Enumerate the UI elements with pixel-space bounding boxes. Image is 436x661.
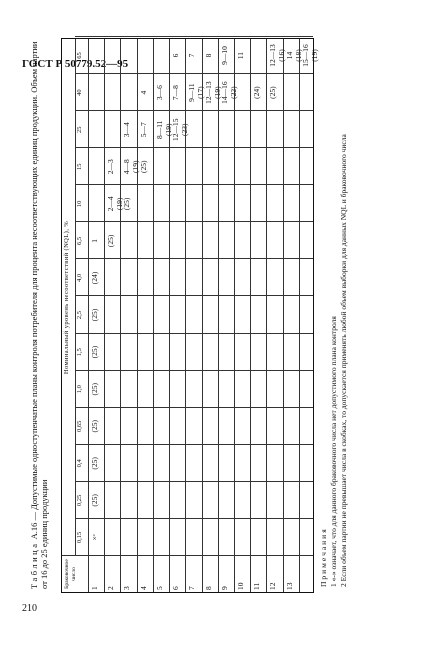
rejection-number-cell: 7 <box>187 586 197 590</box>
row-divider <box>234 39 235 592</box>
plan-value-cell: 3—4 <box>122 122 132 138</box>
nql-column-header: 0,65 <box>76 420 83 432</box>
row-divider <box>283 39 284 592</box>
plan-value-cell: 6 <box>171 53 181 58</box>
table-notes <box>319 42 349 587</box>
nql-column-header: 40 <box>76 89 83 96</box>
plan-value-cell: 3—6 <box>154 85 164 101</box>
plan-value-cell: (25) <box>90 345 99 359</box>
plan-value-cell: (25) <box>90 308 99 322</box>
plan-value-cell: 7 <box>187 53 197 58</box>
table-title <box>29 41 49 589</box>
plan-value-cell: 7—8 <box>171 85 181 101</box>
plan-value-cell: (25) <box>90 494 99 507</box>
plan-value-cell: 4—8 (19) <box>122 159 141 175</box>
row-divider <box>266 39 267 592</box>
rejection-number-cell: 8 <box>203 586 213 590</box>
header-divider <box>88 39 89 592</box>
standard-header: ГОСТ Р 50779.52—95 <box>22 58 129 70</box>
column-divider <box>75 370 313 371</box>
row-divider <box>104 39 105 592</box>
plan-value-cell: 8—11 (19) <box>154 120 173 139</box>
column-divider <box>75 518 313 519</box>
plan-value-cell: 2—3 <box>106 159 116 175</box>
note-1: 1 «-» означает, что для данного браковочного числа нет допустимого плана контроля <box>329 316 338 587</box>
plan-value-cell: 11 <box>235 51 245 60</box>
nql-column-header: 0,4 <box>76 459 83 468</box>
table-title-number: А.16 <box>29 522 39 540</box>
rejection-number-cell: 4 <box>138 586 148 590</box>
nql-column-header: 4,0 <box>76 273 83 283</box>
plan-value-cell: 12—15 (23) <box>171 118 190 141</box>
plan-value-cell: 12—13 (16) <box>268 44 287 67</box>
plan-value-cell: 12—13 (19) <box>203 81 222 104</box>
rejection-number-header: Браковочное число <box>64 559 77 589</box>
plan-value-cell: (25) <box>90 420 99 433</box>
row-divider <box>120 39 121 592</box>
column-divider <box>75 296 313 297</box>
plan-value-cell: 15—16 (19) <box>300 44 319 67</box>
plan-value-cell: 9—11 (17) <box>187 83 206 102</box>
plan-value-cell: (25) <box>106 234 116 248</box>
row-divider <box>185 39 186 592</box>
row-divider <box>218 39 219 592</box>
plan-value-cell: (25) <box>90 457 99 470</box>
rejection-number-cell: 10 <box>235 582 245 590</box>
row-divider <box>250 39 251 592</box>
sampling-plan-table <box>61 38 319 593</box>
plan-value-cell: (25) <box>90 382 99 396</box>
rejection-number-cell: 5 <box>154 586 164 590</box>
plan-value-cell: 2—4 (19) <box>106 196 125 212</box>
nql-column-header: 0,25 <box>76 494 83 507</box>
nql-column-header: 25 <box>76 126 83 133</box>
plan-value-cell: 14 (18) <box>284 49 303 62</box>
column-divider <box>75 407 313 408</box>
plan-value-cell: (25) <box>138 160 148 174</box>
rotated-table-block <box>27 38 382 593</box>
plan-value-cell: (24) <box>90 271 99 285</box>
plan-value-cell: 14—16 (22) <box>219 81 238 104</box>
table-title-text: — Допустимые одноступенчатые планы контроля потребителя для процента несоответствующих единиц продукции. Объем партии от 16 до 25 единиц продукции <box>29 41 49 589</box>
rejection-number-cell: 2 <box>106 586 116 590</box>
rejection-number-cell: 13 <box>284 582 294 590</box>
plan-value-cell: 4 <box>138 90 148 95</box>
table-title-label: Таблица <box>29 541 39 589</box>
rejection-number-cell: 12 <box>268 582 278 590</box>
rejection-number-cell: 6 <box>171 586 181 590</box>
nql-column-header: 2,5 <box>76 310 83 320</box>
nql-column-header: 1,5 <box>76 348 83 357</box>
row-divider <box>202 39 203 592</box>
nql-column-header: 6,5 <box>76 236 83 245</box>
rejection-number-cell: 11 <box>252 582 262 590</box>
plan-value-cell: 9—10 <box>219 46 229 65</box>
column-divider <box>75 333 313 334</box>
column-divider <box>62 555 313 556</box>
page-number: 210 <box>22 603 37 614</box>
nql-header: Номинальный уровень несоответствий (NQL), % <box>63 220 70 375</box>
plan-value-cell: 1 <box>90 239 99 243</box>
nql-column-header: 65 <box>76 52 83 59</box>
plan-value-cell: (25) <box>268 86 278 99</box>
notes-heading: Примечания <box>319 527 328 587</box>
row-divider <box>137 39 138 592</box>
rejection-number-cell: 3 <box>122 586 132 590</box>
nql-column-header: 15 <box>76 163 83 171</box>
rejection-number-cell: 9 <box>219 586 229 590</box>
row-divider <box>299 39 300 592</box>
row-divider <box>169 39 170 592</box>
note-2: 2 Если объем партии не превышает числа в скобках, то допускается применять любой объем выборки для данных NQL и браковочного числа <box>339 134 348 587</box>
plan-value-cell: (24) <box>252 86 262 99</box>
nql-column-header: 0,15 <box>76 531 83 544</box>
column-divider <box>75 444 313 445</box>
nql-column-header: 1,0 <box>76 385 83 394</box>
rejection-number-cell: 1 <box>90 586 99 590</box>
plan-value-cell: 5—7 <box>138 122 148 138</box>
plan-value-cell: ×ᵊ <box>90 534 99 541</box>
row-divider <box>153 39 154 592</box>
plan-value-cell: (25) <box>122 197 132 211</box>
plan-value-cell: 8 <box>203 53 213 58</box>
column-divider <box>75 481 313 482</box>
nql-column-header: 10 <box>76 200 83 208</box>
